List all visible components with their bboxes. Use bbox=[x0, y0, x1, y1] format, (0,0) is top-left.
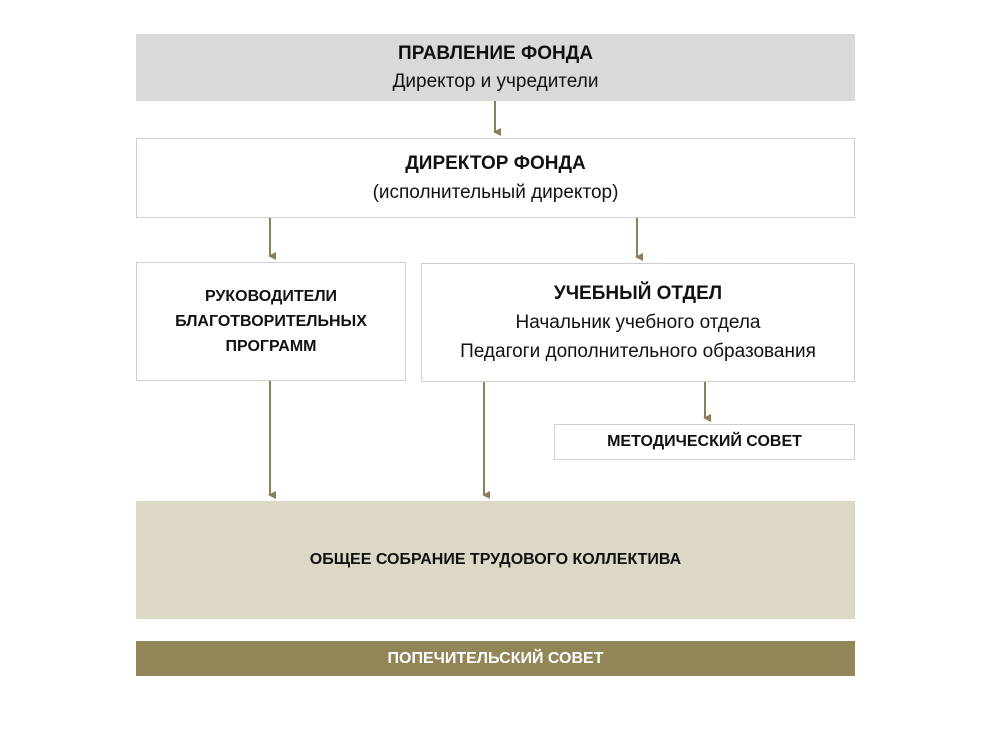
trustees-box bbox=[136, 641, 855, 676]
programs-title-line-3: ПРОГРАММ bbox=[225, 338, 317, 355]
board-subtitle: Директор и учредители bbox=[392, 70, 599, 92]
board-title: ПРАВЛЕНИЕ ФОНДА bbox=[398, 42, 593, 64]
edu-dept-box bbox=[421, 263, 855, 382]
programs-title-line-1: РУКОВОДИТЕЛИ bbox=[204, 288, 338, 305]
edu-dept-title: УЧЕБНЫЙ ОТДЕЛ bbox=[553, 283, 723, 304]
edu-dept-line-1: Начальник учебного отдела bbox=[515, 312, 761, 333]
general-assembly-box bbox=[136, 501, 855, 619]
director-title: ДИРЕКТОР ФОНДА bbox=[405, 153, 586, 174]
trustees-title: ПОПЕЧИТЕЛЬСКИЙ СОВЕТ bbox=[387, 649, 604, 667]
edu-dept-line-2: Педагоги дополнительного образования bbox=[460, 341, 816, 362]
programs-title-line-2: БЛАГОТВОРИТЕЛЬНЫХ bbox=[175, 313, 367, 330]
programs-box bbox=[136, 262, 406, 381]
director-subtitle: (исполнительный директор) bbox=[372, 182, 619, 203]
method-council-title: МЕТОДИЧЕСКИЙ СОВЕТ bbox=[607, 433, 802, 450]
board-box bbox=[136, 34, 855, 101]
method-council-box bbox=[554, 424, 855, 460]
director-box bbox=[136, 138, 855, 218]
general-assembly-title: ОБЩЕЕ СОБРАНИЕ ТРУДОВОГО КОЛЛЕКТИВА bbox=[309, 551, 682, 568]
